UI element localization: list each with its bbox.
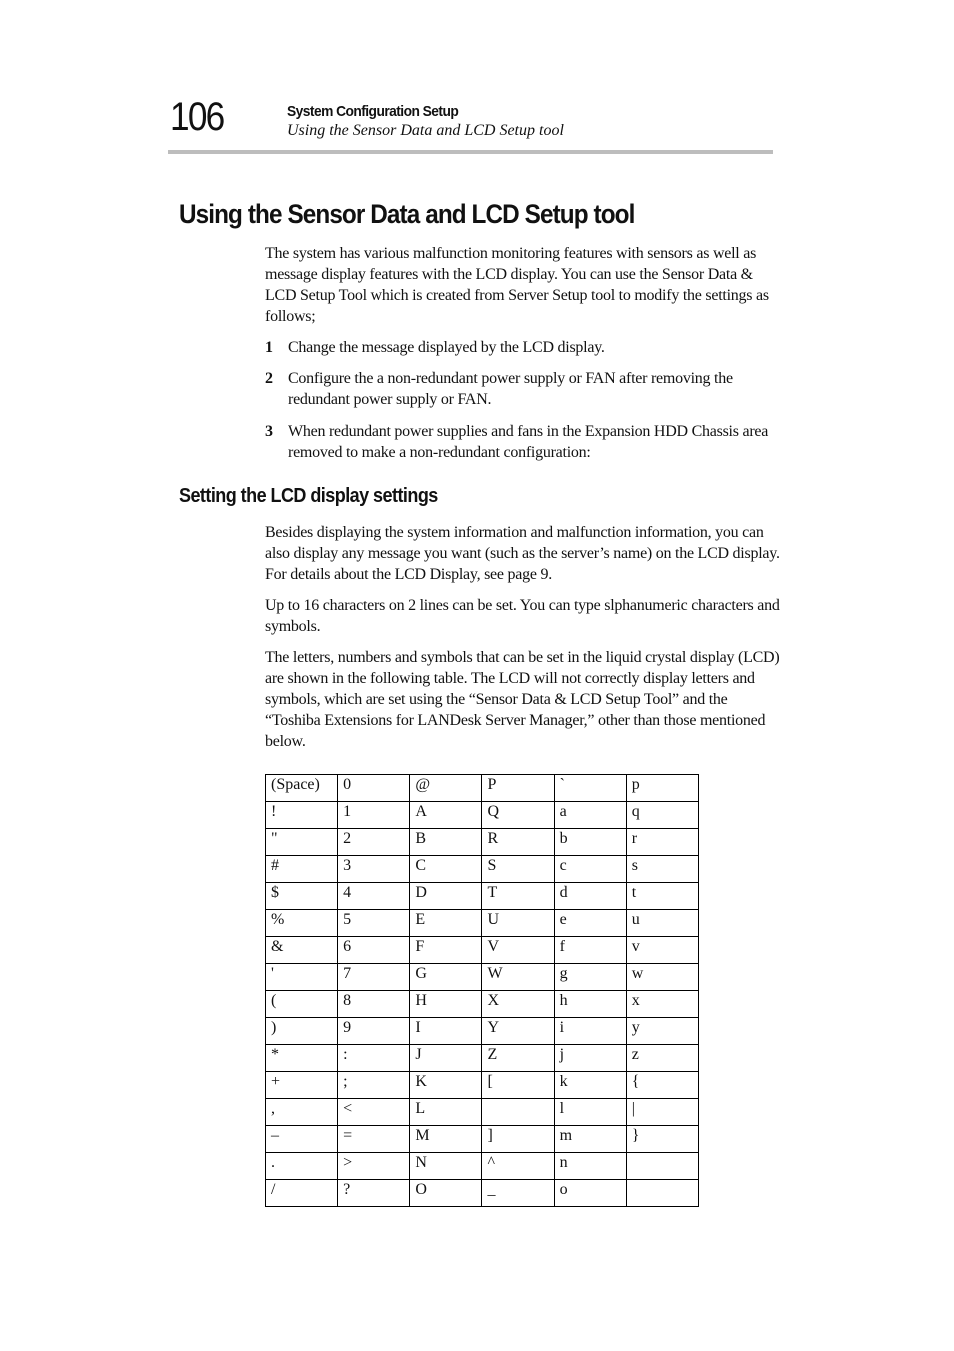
table-cell: Z [482, 1045, 554, 1072]
table-cell: k [554, 1072, 626, 1099]
table-cell: V [482, 937, 554, 964]
table-cell: m [554, 1126, 626, 1153]
table-cell: b [554, 829, 626, 856]
table-row [266, 856, 699, 883]
table-cell: " [266, 829, 338, 856]
table-cell [626, 1180, 698, 1207]
table-cell: 9 [338, 1018, 410, 1045]
table-cell: n [554, 1153, 626, 1180]
lcd-paragraph-1: Besides displaying the system information and malfunction information, you can also display any message you want (such as the server’s name) on the LCD display. For details about the LCD Display, see page 9. [265, 524, 780, 583]
table-cell: 1 [338, 802, 410, 829]
table-cell: d [554, 883, 626, 910]
table-cell: f [554, 937, 626, 964]
step-text: Configure the a non-redundant power supply or FAN after removing the redundant power supply or FAN. [288, 370, 733, 408]
table-cell: @ [410, 775, 482, 802]
table-cell: l [554, 1099, 626, 1126]
table-cell: J [410, 1045, 482, 1072]
subsection-title: Setting the LCD display settings [179, 485, 438, 507]
table-cell: X [482, 991, 554, 1018]
header-rule [168, 150, 773, 154]
table-cell: z [626, 1045, 698, 1072]
table-cell: r [626, 829, 698, 856]
table-cell: 5 [338, 910, 410, 937]
table-cell: F [410, 937, 482, 964]
table-row [266, 1180, 699, 1207]
table-cell [482, 1099, 554, 1126]
table-cell: Q [482, 802, 554, 829]
table-cell: ' [266, 964, 338, 991]
table-cell: C [410, 856, 482, 883]
table-cell: u [626, 910, 698, 937]
table-cell: # [266, 856, 338, 883]
table-cell: I [410, 1018, 482, 1045]
running-header-chapter: System Configuration Setup [287, 103, 459, 120]
table-cell: – [266, 1126, 338, 1153]
step-number: 2 [265, 370, 273, 387]
step-text: When redundant power supplies and fans in the Expansion HDD Chassis area removed to make a non-redundant configuration: [288, 423, 769, 461]
table-row [266, 1018, 699, 1045]
table-cell: H [410, 991, 482, 1018]
table-cell: x [626, 991, 698, 1018]
table-cell: y [626, 1018, 698, 1045]
table-cell: , [266, 1099, 338, 1126]
table-row [266, 1099, 699, 1126]
lcd-paragraph-2: Up to 16 characters on 2 lines can be set. You can type slphanumeric characters and symbols. [265, 597, 780, 635]
intro-paragraph: The system has various malfunction monitoring features with sensors as well as message display features with the LCD display. You can use the Sensor Data & LCD Setup Tool which is created from Server Setup tool to modify the settings as follows; [265, 245, 769, 325]
table-row [266, 910, 699, 937]
table-row [266, 1072, 699, 1099]
table-cell: < [338, 1099, 410, 1126]
table-cell: 6 [338, 937, 410, 964]
step-number: 3 [265, 423, 273, 440]
table-cell: ) [266, 1018, 338, 1045]
table-row [266, 1045, 699, 1072]
table-cell: h [554, 991, 626, 1018]
page-title: Using the Sensor Data and LCD Setup tool [179, 199, 635, 229]
table-cell: U [482, 910, 554, 937]
page-number: 106 [170, 95, 224, 139]
table-cell: L [410, 1099, 482, 1126]
table-cell: ] [482, 1126, 554, 1153]
table-cell: c [554, 856, 626, 883]
table-cell: _ [482, 1180, 554, 1207]
table-cell: [ [482, 1072, 554, 1099]
table-cell: | [626, 1099, 698, 1126]
table-cell: : [338, 1045, 410, 1072]
table-cell: 8 [338, 991, 410, 1018]
step-1 [265, 337, 785, 358]
table-cell: ^ [482, 1153, 554, 1180]
table-cell: ? [338, 1180, 410, 1207]
table-cell: ` [554, 775, 626, 802]
table-cell: ( [266, 991, 338, 1018]
table-cell: K [410, 1072, 482, 1099]
step-2 [265, 368, 785, 410]
table-cell: Y [482, 1018, 554, 1045]
table-cell [626, 1153, 698, 1180]
table-cell: 7 [338, 964, 410, 991]
step-number: 1 [265, 339, 273, 356]
table-cell: 0 [338, 775, 410, 802]
table-cell: O [410, 1180, 482, 1207]
table-cell: N [410, 1153, 482, 1180]
step-3 [265, 421, 785, 463]
table-cell: R [482, 829, 554, 856]
table-row [266, 802, 699, 829]
table-cell: ; [338, 1072, 410, 1099]
table-row [266, 937, 699, 964]
table-cell: 2 [338, 829, 410, 856]
table-cell: & [266, 937, 338, 964]
table-cell: t [626, 883, 698, 910]
table-cell: $ [266, 883, 338, 910]
table-row [266, 1153, 699, 1180]
table-cell: = [338, 1126, 410, 1153]
lcd-character-table [265, 774, 699, 1207]
table-cell: + [266, 1072, 338, 1099]
table-cell: 3 [338, 856, 410, 883]
table-cell: T [482, 883, 554, 910]
table-cell: S [482, 856, 554, 883]
table-cell: * [266, 1045, 338, 1072]
table-row [266, 1126, 699, 1153]
table-cell: q [626, 802, 698, 829]
table-cell: s [626, 856, 698, 883]
table-cell: g [554, 964, 626, 991]
table-cell: i [554, 1018, 626, 1045]
table-cell: M [410, 1126, 482, 1153]
table-cell: B [410, 829, 482, 856]
table-cell: o [554, 1180, 626, 1207]
table-row [266, 829, 699, 856]
step-text: Change the message displayed by the LCD display. [288, 339, 605, 356]
table-cell: ! [266, 802, 338, 829]
table-cell: % [266, 910, 338, 937]
table-row [266, 775, 699, 802]
table-cell: A [410, 802, 482, 829]
table-cell: } [626, 1126, 698, 1153]
table-cell: D [410, 883, 482, 910]
table-cell: j [554, 1045, 626, 1072]
table-cell: { [626, 1072, 698, 1099]
table-row [266, 883, 699, 910]
table-cell: 4 [338, 883, 410, 910]
table-cell: E [410, 910, 482, 937]
table-cell: > [338, 1153, 410, 1180]
table-cell: w [626, 964, 698, 991]
table-cell: (Space) [266, 775, 338, 802]
table-cell: p [626, 775, 698, 802]
lcd-paragraph-3: The letters, numbers and symbols that can be set in the liquid crystal display (LCD) are shown in the following table. The LCD will not correctly display letters and symbols, which are set using the “Sensor Data & LCD Setup Tool” and the “Toshiba Extensions for LANDesk Server Manager,” other than those mentioned below. [265, 649, 780, 750]
table-cell: e [554, 910, 626, 937]
table-cell: v [626, 937, 698, 964]
table-row [266, 991, 699, 1018]
running-header-section: Using the Sensor Data and LCD Setup tool [287, 122, 564, 139]
table-cell: . [266, 1153, 338, 1180]
table-cell: G [410, 964, 482, 991]
table-cell: / [266, 1180, 338, 1207]
table-cell: P [482, 775, 554, 802]
lcd-character-table-body [266, 775, 699, 1207]
table-row [266, 964, 699, 991]
table-cell: W [482, 964, 554, 991]
table-cell: a [554, 802, 626, 829]
